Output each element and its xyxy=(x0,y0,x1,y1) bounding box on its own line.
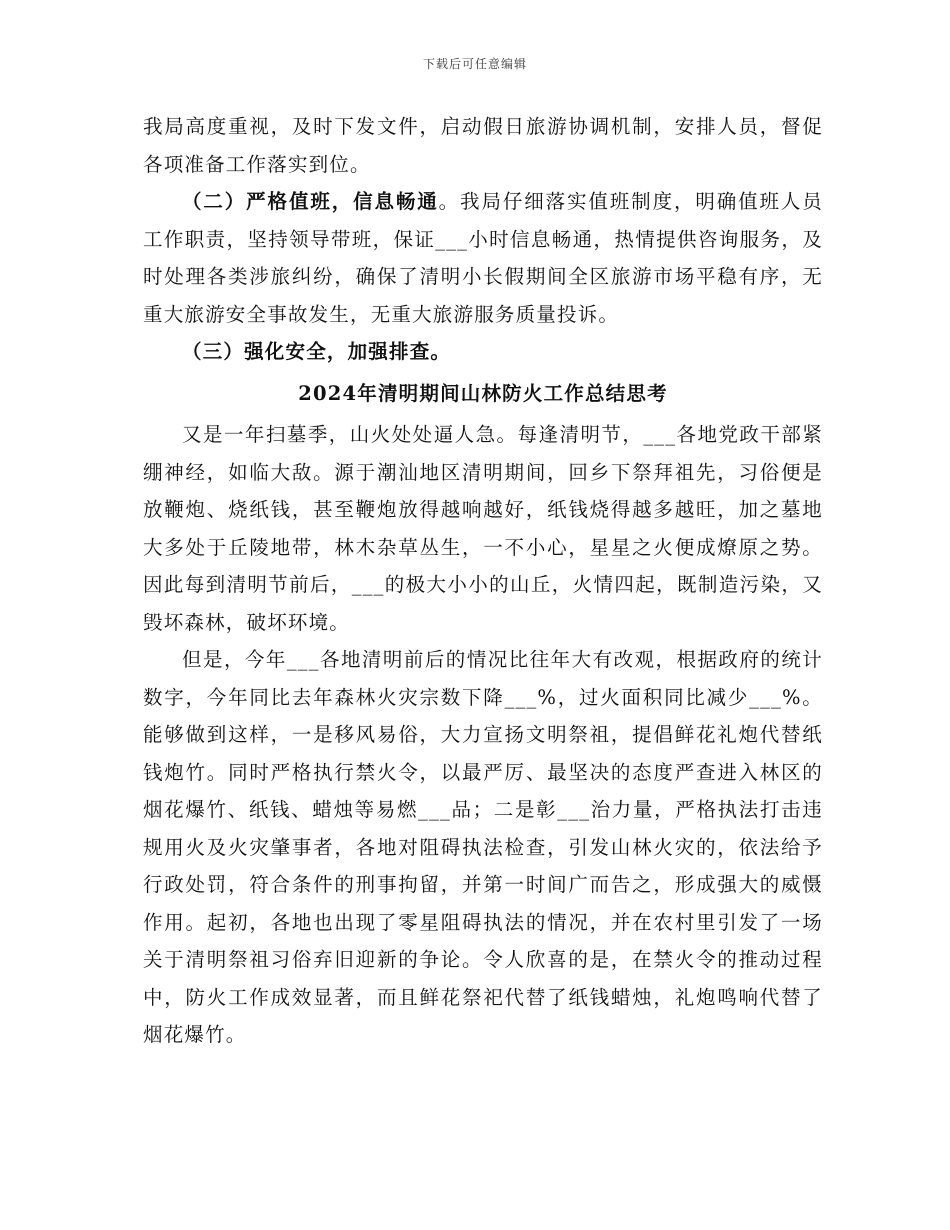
section-title: 2024年清明期间山林防火工作总结思考 xyxy=(298,381,668,405)
paragraph-2-heading: （二）严格值班，信息畅通 xyxy=(182,190,439,213)
paragraph-2-body: 。我局仔细落实值班制度，明确值班人员工作职责，坚持领导带班，保证___小时信息畅通，热情提供咨询服务，及时处理各类涉旅纠纷，确保了清明小长假期间全区旅游市场平稳有序，无重大旅游安全事故发生，无重大旅游服务质量投诉。 xyxy=(143,190,823,326)
document-body xyxy=(143,108,823,1054)
paragraph-4: 又是一年扫墓季，山火处处逼人急。每逢清明节，___各地党政干部紧绷神经，如临大敌。源于潮汕地区清明期间，回乡下祭拜祖先，习俗便是放鞭炮、烧纸钱，甚至鞭炮放得越响越好，纸钱烧得越多越旺，加之墓地大多处于丘陵地带，林木杂草丛生，一不小心，星星之火便成燎原之势。因此每到清明节前后，___的极大小小的山丘，火情四起，既制造污染，又毁坏森林，破坏环境。 xyxy=(143,423,823,634)
paragraph-2 xyxy=(143,183,823,333)
paragraph-1: 我局高度重视，及时下发文件，启动假日旅游协调机制，安排人员，督促各项准备工作落实到位。 xyxy=(143,115,823,176)
header-note: 下载后可任意编辑 xyxy=(422,57,527,71)
paragraph-5: 但是，今年___各地清明前后的情况比往年大有改观，根据政府的统计数字，今年同比去年森林火灾宗数下降___%，过火面积同比减少___%。能够做到这样，一是移风易俗，大力宣扬文明祭祖，提倡鲜花礼炮代替纸钱炮竹。同时严格执行禁火令，以最严厉、最坚决的态度严查进入林区的烟花爆竹、纸钱、蜡烛等易燃___品；二是彰___治力量，严格执法打击违规用火及火灾肇事者，各地对阻碍执法检查，引发山林火灾的，依法给予行政处罚，符合条件的刑事拘留，并第一时间广而告之，形成强大的威慑作用。起初，各地也出现了零星阻碍执法的情况，并在农村里引发了一场关于清明祭祖习俗弃旧迎新的争论。令人欣喜的是，在禁火令的推动过程中，防火工作成效显著，而且鲜花祭祀代替了纸钱蜡烛，礼炮鸣响代替了烟花爆竹。 xyxy=(143,648,823,1046)
paragraph-3-heading: （三）强化安全，加强排查。 xyxy=(182,340,452,363)
